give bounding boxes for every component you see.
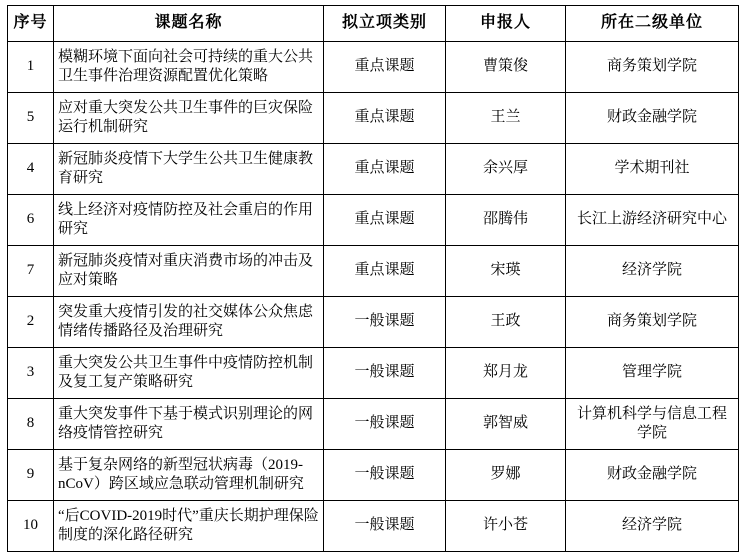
cell-unit: 计算机科学与信息工程学院 bbox=[566, 399, 739, 450]
cell-category: 一般课题 bbox=[324, 297, 446, 348]
cell-title: 模糊环境下面向社会可持续的重大公共卫生事件治理资源配置优化策略 bbox=[54, 42, 324, 93]
table-header bbox=[8, 6, 739, 42]
cell-applicant: 郑月龙 bbox=[446, 348, 566, 399]
table-row bbox=[8, 501, 739, 552]
cell-no: 7 bbox=[8, 246, 54, 297]
column-header-unit: 所在二级单位 bbox=[566, 6, 739, 42]
cell-applicant: 余兴厚 bbox=[446, 144, 566, 195]
table-row bbox=[8, 450, 739, 501]
cell-no: 10 bbox=[8, 501, 54, 552]
table-body bbox=[8, 42, 739, 552]
cell-unit: 长江上游经济研究中心 bbox=[566, 195, 739, 246]
document-page bbox=[0, 5, 747, 543]
cell-no: 4 bbox=[8, 144, 54, 195]
table-row bbox=[8, 297, 739, 348]
cell-title: 应对重大突发公共卫生事件的巨灾保险运行机制研究 bbox=[54, 93, 324, 144]
column-header-no: 序号 bbox=[8, 6, 54, 42]
cell-category: 一般课题 bbox=[324, 348, 446, 399]
cell-category: 重点课题 bbox=[324, 144, 446, 195]
cell-category: 重点课题 bbox=[324, 195, 446, 246]
table-header-row bbox=[8, 6, 739, 42]
table-row bbox=[8, 93, 739, 144]
cell-category: 一般课题 bbox=[324, 501, 446, 552]
cell-no: 1 bbox=[8, 42, 54, 93]
table-row bbox=[8, 348, 739, 399]
cell-title: 新冠肺炎疫情下大学生公共卫生健康教育研究 bbox=[54, 144, 324, 195]
cell-unit: 财政金融学院 bbox=[566, 93, 739, 144]
table-row bbox=[8, 195, 739, 246]
cell-category: 一般课题 bbox=[324, 450, 446, 501]
cell-title: “后COVID-2019时代”重庆长期护理保险制度的深化路径研究 bbox=[54, 501, 324, 552]
cell-no: 6 bbox=[8, 195, 54, 246]
table-row bbox=[8, 399, 739, 450]
cell-unit: 经济学院 bbox=[566, 246, 739, 297]
table-row bbox=[8, 246, 739, 297]
cell-no: 3 bbox=[8, 348, 54, 399]
table-row bbox=[8, 42, 739, 93]
cell-category: 重点课题 bbox=[324, 246, 446, 297]
cell-category: 重点课题 bbox=[324, 93, 446, 144]
column-header-category: 拟立项类别 bbox=[324, 6, 446, 42]
cell-unit: 学术期刊社 bbox=[566, 144, 739, 195]
cell-unit: 经济学院 bbox=[566, 501, 739, 552]
cell-title: 线上经济对疫情防控及社会重启的作用研究 bbox=[54, 195, 324, 246]
cell-applicant: 郭智威 bbox=[446, 399, 566, 450]
table-row bbox=[8, 144, 739, 195]
cell-title: 基于复杂网络的新型冠状病毒（2019-nCoV）跨区域应急联动管理机制研究 bbox=[54, 450, 324, 501]
cell-applicant: 邵腾伟 bbox=[446, 195, 566, 246]
cell-no: 5 bbox=[8, 93, 54, 144]
cell-title: 重大突发公共卫生事件中疫情防控机制及复工复产策略研究 bbox=[54, 348, 324, 399]
column-header-title: 课题名称 bbox=[54, 6, 324, 42]
cell-applicant: 王政 bbox=[446, 297, 566, 348]
column-header-applicant: 申报人 bbox=[446, 6, 566, 42]
cell-title: 重大突发事件下基于模式识别理论的网络疫情管控研究 bbox=[54, 399, 324, 450]
cell-unit: 商务策划学院 bbox=[566, 42, 739, 93]
cell-unit: 商务策划学院 bbox=[566, 297, 739, 348]
cell-unit: 财政金融学院 bbox=[566, 450, 739, 501]
cell-category: 一般课题 bbox=[324, 399, 446, 450]
cell-title: 突发重大疫情引发的社交媒体公众焦虑情绪传播路径及治理研究 bbox=[54, 297, 324, 348]
cell-title: 新冠肺炎疫情对重庆消费市场的冲击及应对策略 bbox=[54, 246, 324, 297]
cell-applicant: 王兰 bbox=[446, 93, 566, 144]
cell-category: 重点课题 bbox=[324, 42, 446, 93]
cell-applicant: 许小苍 bbox=[446, 501, 566, 552]
cell-applicant: 罗娜 bbox=[446, 450, 566, 501]
project-approval-table bbox=[7, 5, 739, 552]
cell-applicant: 宋瑛 bbox=[446, 246, 566, 297]
cell-no: 2 bbox=[8, 297, 54, 348]
cell-unit: 管理学院 bbox=[566, 348, 739, 399]
cell-applicant: 曹策俊 bbox=[446, 42, 566, 93]
cell-no: 9 bbox=[8, 450, 54, 501]
cell-no: 8 bbox=[8, 399, 54, 450]
